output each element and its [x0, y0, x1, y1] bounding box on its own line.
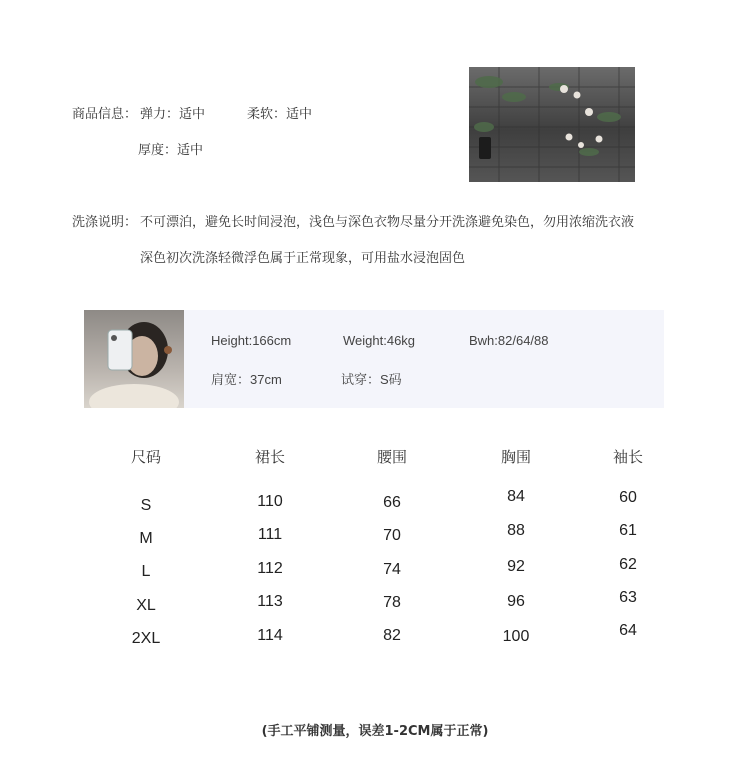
sleeve-cell: 62 — [619, 556, 637, 573]
chest-cell: 88 — [507, 522, 525, 539]
size-cell: S — [140, 497, 152, 514]
sleeve-cell: 61 — [619, 522, 637, 539]
size-table-header-chest: 胸围 — [500, 448, 532, 466]
waist-cell: 66 — [383, 494, 401, 511]
model-bwh: Bwh:82/64/88 — [469, 333, 549, 348]
chest-cell: 84 — [507, 488, 525, 505]
waist-cell: 70 — [383, 527, 401, 544]
length-cell: 113 — [257, 593, 283, 610]
softness-text: 柔软：适中 — [247, 107, 313, 122]
size-cell: L — [141, 563, 151, 580]
length-cell: 114 — [257, 627, 283, 644]
thickness-text: 厚度：适中 — [138, 143, 204, 158]
model-height: Height:166cm — [211, 333, 292, 348]
length-cell: 111 — [257, 526, 283, 543]
measurement-footnote: (手工平铺测量，误差1-2CM属于正常) — [261, 724, 489, 739]
size-cell: M — [139, 530, 153, 547]
chest-cell: 92 — [507, 558, 525, 575]
sleeve-cell: 64 — [619, 622, 637, 639]
size-cell: 2XL — [131, 630, 161, 647]
waist-cell: 74 — [383, 561, 401, 578]
model-shoulder: 肩宽：37cm — [211, 372, 282, 387]
model-weight: Weight:46kg — [343, 333, 416, 348]
length-cell: 110 — [257, 493, 283, 510]
size-table-header-waist: 腰围 — [376, 448, 408, 466]
model-photo — [84, 310, 184, 408]
chest-cell: 100 — [502, 628, 530, 645]
size-cell: XL — [136, 597, 156, 614]
wash-line-1: 不可漂泊，避免长时间浸泡，浅色与深色衣物尽量分开洗涤避免染色，勿用浓缩洗衣液 — [140, 215, 635, 230]
size-table-header-size: 尺码 — [130, 448, 162, 466]
size-table-header-sleeve: 袖长 — [612, 448, 644, 466]
elasticity-text: 弹力：适中 — [140, 107, 206, 122]
sleeve-cell: 60 — [619, 489, 637, 506]
product-photo-art — [469, 67, 635, 182]
info-label: 商品信息： — [72, 107, 138, 122]
wash-line-2: 深色初次洗涤轻微浮色属于正常现象，可用盐水浸泡固色 — [140, 251, 466, 266]
length-cell: 112 — [257, 560, 283, 577]
size-table-header-length: 裙长 — [254, 448, 286, 466]
waist-cell: 78 — [383, 594, 401, 611]
chest-cell: 96 — [507, 593, 525, 610]
product-photo — [469, 67, 635, 182]
sleeve-cell: 63 — [619, 589, 637, 606]
waist-cell: 82 — [383, 627, 401, 644]
model-fitting-size: 试穿：S码 — [341, 372, 402, 387]
wash-label: 洗涤说明： — [72, 215, 138, 230]
model-photo-art — [84, 310, 184, 408]
